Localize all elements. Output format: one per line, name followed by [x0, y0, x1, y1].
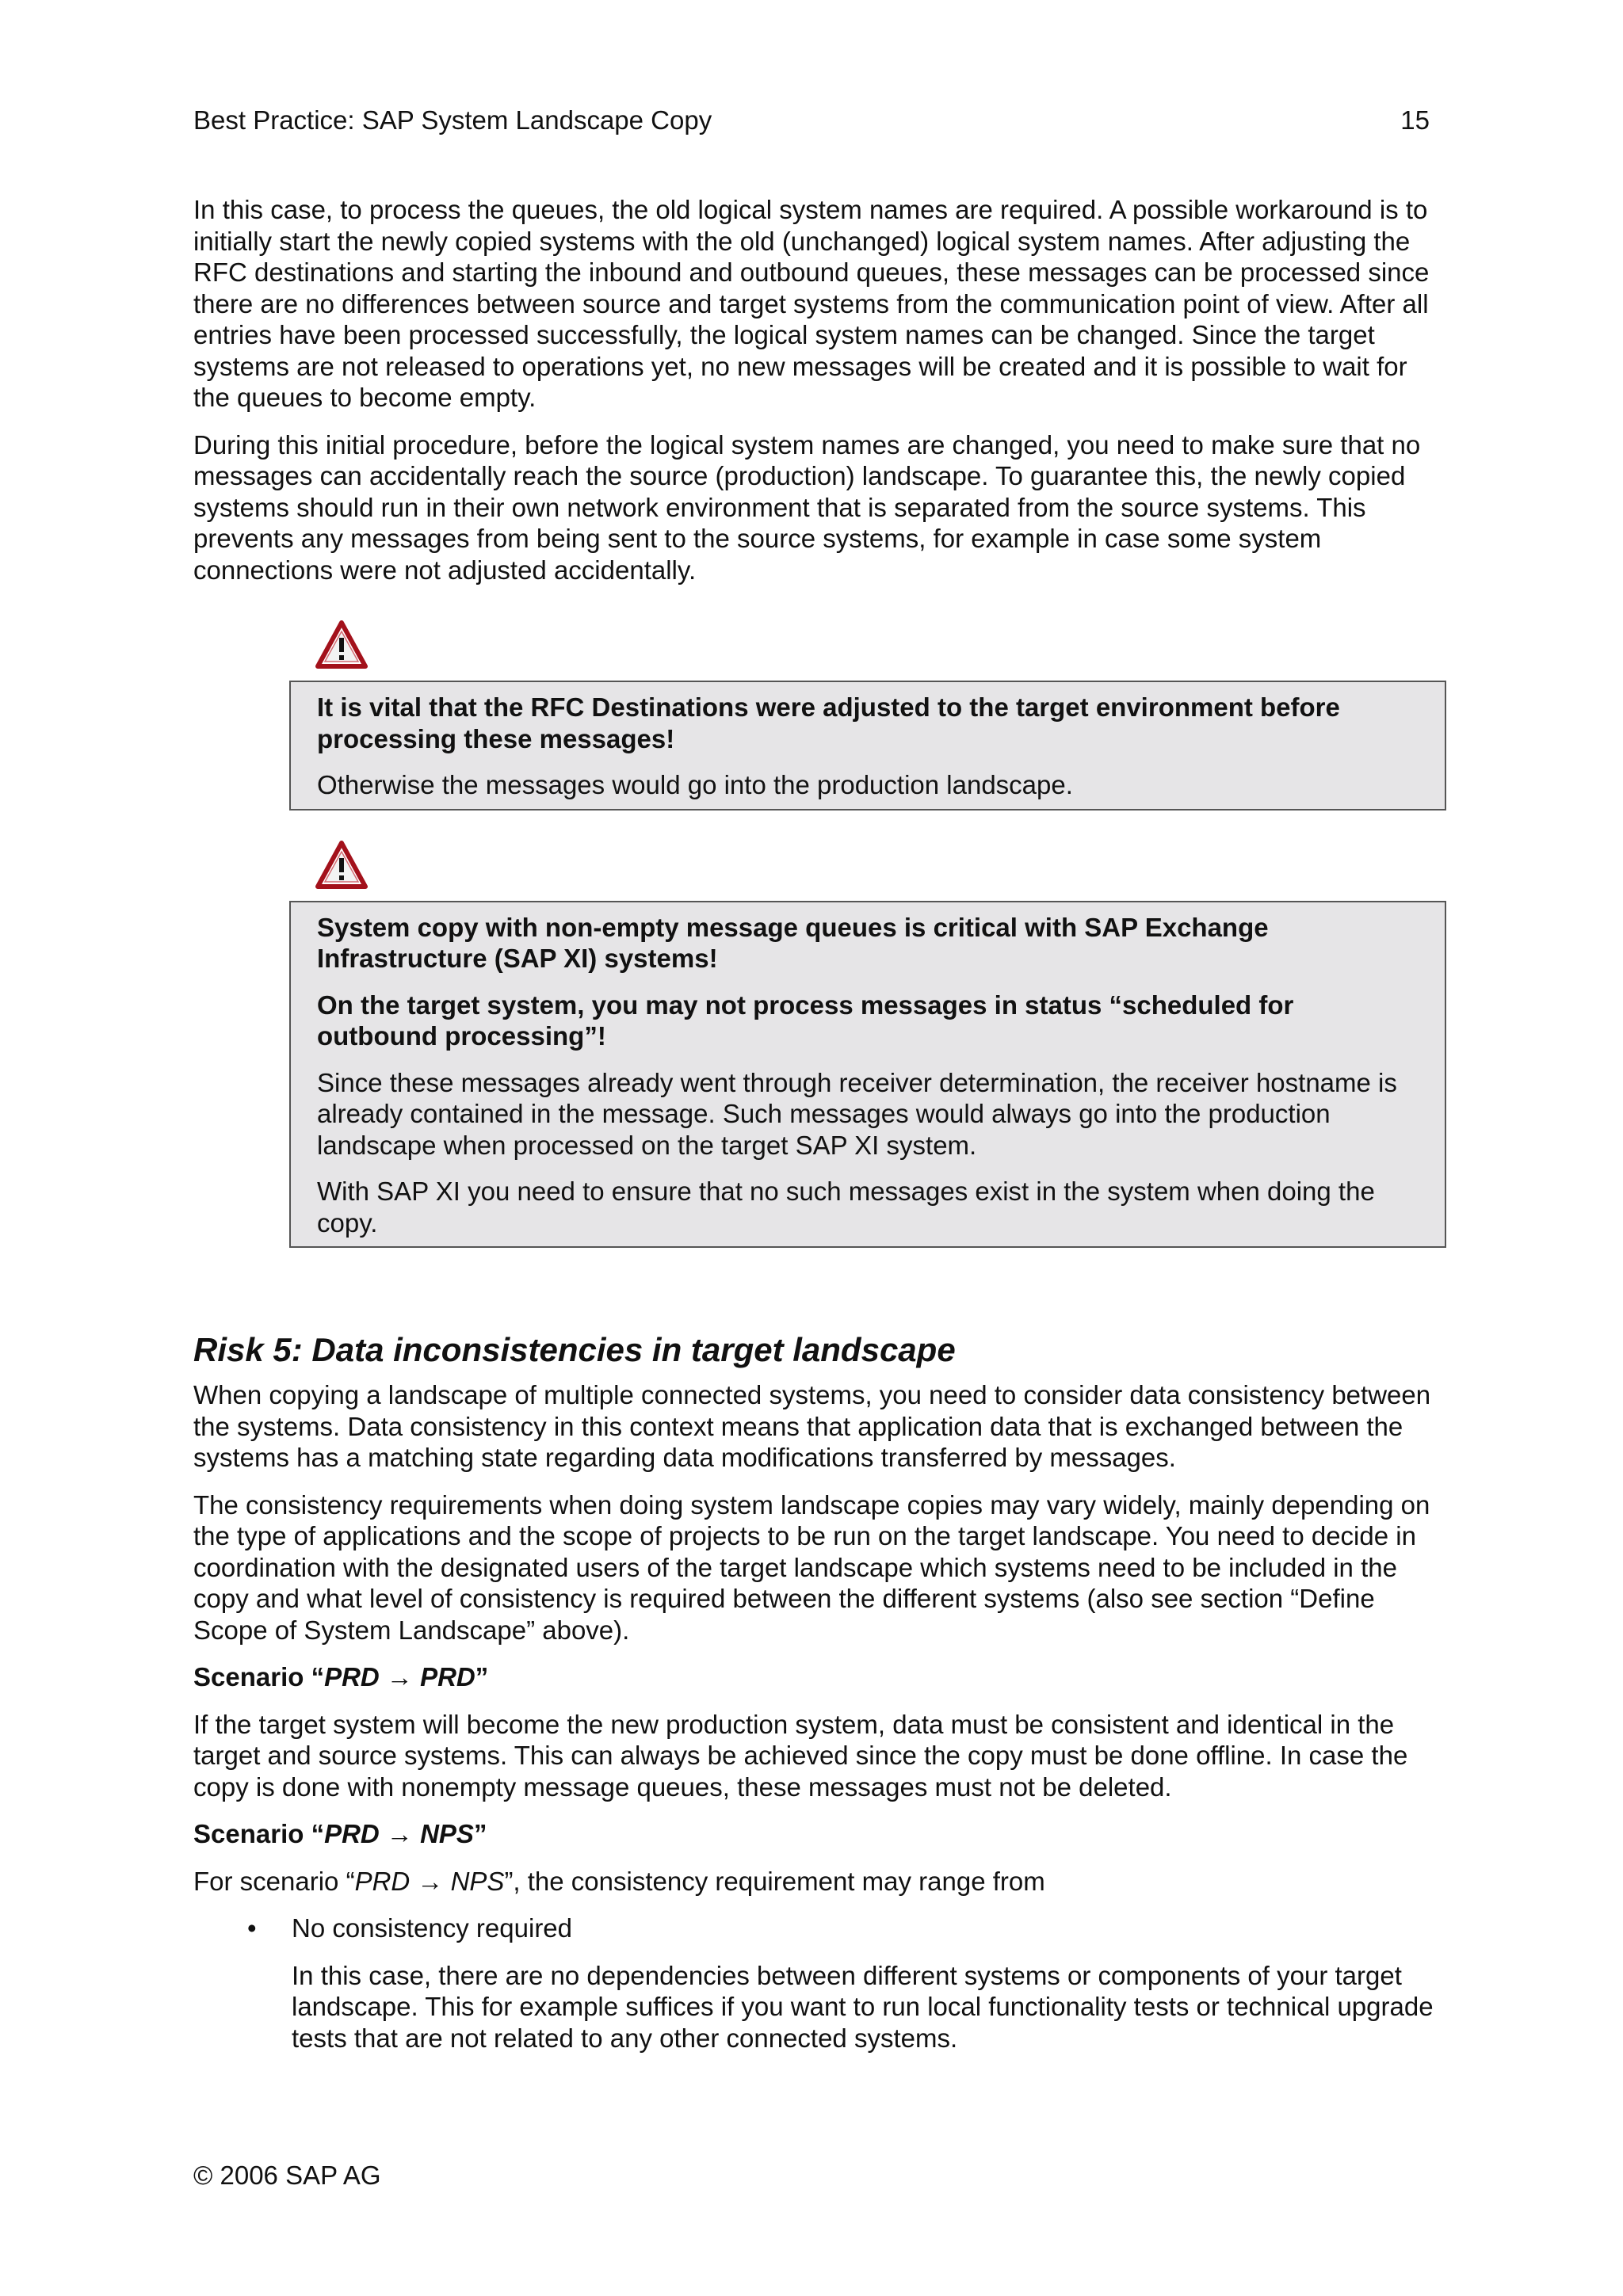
warning-triangle-icon [315, 841, 368, 890]
warning-2-bold-2: On the target system, you may not process messages in status “scheduled for outbound processing”! [317, 990, 1294, 1051]
list-item-label: No consistency required [292, 1913, 573, 1943]
page-content [193, 194, 1438, 2054]
warning-1-text: Otherwise the messages would go into the production landscape. [317, 770, 1073, 799]
document-title: Best Practice: SAP System Landscape Copy [193, 105, 712, 135]
warning-block-2 [289, 841, 1446, 1249]
page-number: 15 [1400, 105, 1430, 135]
scenario-2-heading: Scenario “PRD → NPS” [193, 1819, 487, 1848]
warning-box-2 [289, 901, 1446, 1249]
intro-paragraph-2: During this initial procedure, before the logical system names are changed, you need to make sure that no messages can accidentally reach the source (production) landscape. To guarantee this, the newly copied systems should run in their own network environment that is separated from the source systems. This prevents any messages from being sent to the source systems, for example in case some system connections were not adjusted accidentally. [193, 429, 1421, 585]
warning-2-text-1: Since these messages already went through receiver determination, the receiver hostname is already contained in the message. Such messages would always go into the production landscape when processed on the target SAP XI system. [317, 1067, 1397, 1160]
scenario-1-heading: Scenario “PRD → PRD” [193, 1662, 489, 1691]
scenario-2-intro: For scenario “PRD → NPS”, the consistency requirement may range from [193, 1866, 1045, 1896]
bullet-icon: • [247, 1913, 257, 1943]
warning-2-bold-1: System copy with non-empty message queues is critical with SAP Exchange Infrastructure (SAP XI) systems! [317, 912, 1269, 973]
list-item-text: In this case, there are no dependencies between different systems or components of your target landscape. This for example suffices if you want to run local functionality tests or technical upgrade tests that are not related to any other connected systems. [292, 1960, 1434, 2053]
list-item [193, 1913, 1438, 2054]
warning-2-text-2: With SAP XI you need to ensure that no such messages exist in the system when doing the copy. [317, 1177, 1375, 1238]
section-heading: Risk 5: Data inconsistencies in target landscape [193, 1331, 956, 1368]
copyright: © 2006 SAP AG [193, 2161, 381, 2190]
warning-1-bold: It is vital that the RFC Destinations were adjusted to the target environment before processing these messages! [317, 692, 1340, 753]
page-footer [193, 2160, 381, 2191]
section-paragraph-2: The consistency requirements when doing system landscape copies may vary widely, mainly depending on the type of applications and the scope of projects to be run on the target landscape. You need to decide in coordination with the designated users of the target landscape which systems need to be included in the copy and what level of consistency is required between the different systems (also see section “Define Scope of System Landscape” above). [193, 1489, 1430, 1645]
intro-paragraph-1: In this case, to process the queues, the old logical system names are required. A possible workaround is to initially start the newly copied systems with the old (unchanged) logical system names. After adjusting the RFC destinations and starting the inbound and outbound queues, these messages can be processed since there are no differences between source and target systems from the communication point of view. After all entries have been processed successfully, the logical system names can be changed. Since the target systems are not released to operations yet, no new messages will be created and it is possible to wait for the queues to become empty. [193, 195, 1430, 412]
warning-box-1 [289, 681, 1446, 810]
warning-block-1 [289, 620, 1446, 810]
section-paragraph-1: When copying a landscape of multiple connected systems, you need to consider data consistency between the systems. Data consistency in this context means that application data that is exchanged between the systems has a matching state regarding data modifications transferred by messages. [193, 1380, 1431, 1472]
page-header [193, 105, 1430, 136]
scenario-1-text: If the target system will become the new production system, data must be consistent and identical in the target and source systems. This can always be achieved since the copy must be done offline. In case the copy is done with nonempty message queues, these messages must not be deleted. [193, 1709, 1408, 1802]
consistency-list [193, 1913, 1438, 2054]
warning-triangle-icon [315, 620, 368, 669]
